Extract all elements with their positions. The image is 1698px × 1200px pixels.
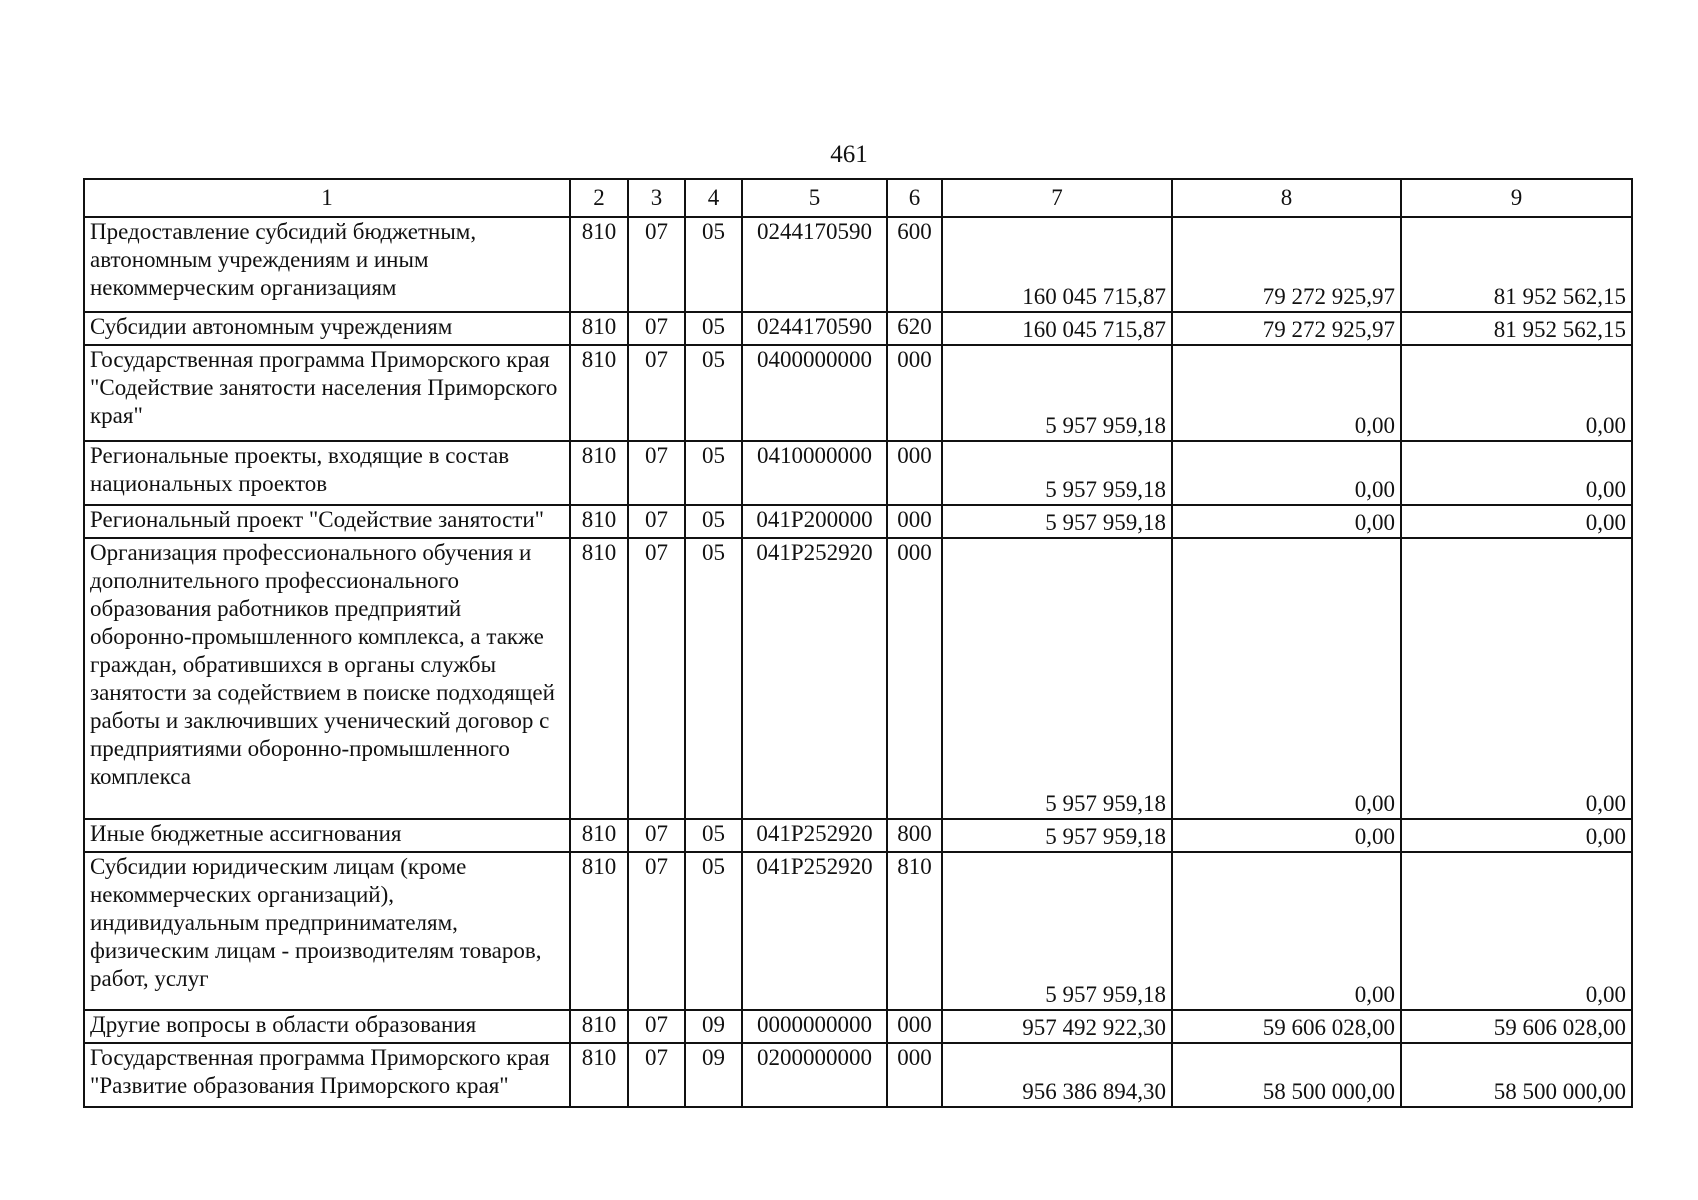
code-cell: 810 <box>570 505 628 538</box>
target-article-cell: 041P252920 <box>742 819 887 852</box>
section-cell: 07 <box>628 1010 685 1043</box>
column-header: 8 <box>1172 179 1401 217</box>
expense-type-cell: 000 <box>887 441 942 505</box>
target-article-cell: 0244170590 <box>742 217 887 312</box>
amount-cell: 0,00 <box>1401 819 1632 852</box>
code-cell: 810 <box>570 538 628 819</box>
table-row <box>84 1043 1632 1107</box>
amount-cell: 5 957 959,18 <box>942 505 1172 538</box>
row-name-cell: Другие вопросы в области образования <box>84 1010 570 1043</box>
amount-cell: 58 500 000,00 <box>1172 1043 1401 1107</box>
subsection-cell: 09 <box>685 1043 742 1107</box>
row-name-cell: Субсидии автономным учреждениям <box>84 312 570 345</box>
amount-cell: 5 957 959,18 <box>942 345 1172 440</box>
code-cell: 810 <box>570 441 628 505</box>
column-header: 1 <box>84 179 570 217</box>
table-row <box>84 819 1632 852</box>
table-row <box>84 441 1632 505</box>
amount-cell: 5 957 959,18 <box>942 538 1172 819</box>
section-cell: 07 <box>628 345 685 440</box>
target-article-cell: 0200000000 <box>742 1043 887 1107</box>
table-row <box>84 505 1632 538</box>
amount-cell: 0,00 <box>1401 345 1632 440</box>
amount-cell: 59 606 028,00 <box>1172 1010 1401 1043</box>
expense-type-cell: 000 <box>887 538 942 819</box>
expense-type-cell: 000 <box>887 345 942 440</box>
row-name-cell: Иные бюджетные ассигнования <box>84 819 570 852</box>
amount-cell: 0,00 <box>1172 852 1401 1009</box>
section-cell: 07 <box>628 217 685 312</box>
column-header: 3 <box>628 179 685 217</box>
table-row <box>84 852 1632 1009</box>
section-cell: 07 <box>628 1043 685 1107</box>
table-row <box>84 1010 1632 1043</box>
subsection-cell: 05 <box>685 441 742 505</box>
target-article-cell: 041P200000 <box>742 505 887 538</box>
amount-cell: 58 500 000,00 <box>1401 1043 1632 1107</box>
code-cell: 810 <box>570 819 628 852</box>
subsection-cell: 05 <box>685 312 742 345</box>
amount-cell: 59 606 028,00 <box>1401 1010 1632 1043</box>
amount-cell: 956 386 894,30 <box>942 1043 1172 1107</box>
row-name-cell: Региональные проекты, входящие в состав национальных проектов <box>84 441 570 505</box>
row-name-cell: Государственная программа Приморского края "Содействие занятости населения Приморского края" <box>84 345 570 440</box>
target-article-cell: 0000000000 <box>742 1010 887 1043</box>
amount-cell: 160 045 715,87 <box>942 217 1172 312</box>
row-name-cell: Субсидии юридическим лицам (кроме некоммерческих организаций), индивидуальным предпринимателям, физическим лицам - производителям товаров, работ, услуг <box>84 852 570 1009</box>
section-cell: 07 <box>628 312 685 345</box>
code-cell: 810 <box>570 852 628 1009</box>
row-name-cell: Предоставление субсидий бюджетным, автономным учреждениям и иным некоммерческим организациям <box>84 217 570 312</box>
amount-cell: 0,00 <box>1172 345 1401 440</box>
column-header: 4 <box>685 179 742 217</box>
section-cell: 07 <box>628 505 685 538</box>
subsection-cell: 05 <box>685 852 742 1009</box>
amount-cell: 79 272 925,97 <box>1172 217 1401 312</box>
page-number: 461 <box>830 141 868 168</box>
code-cell: 810 <box>570 1043 628 1107</box>
expense-type-cell: 620 <box>887 312 942 345</box>
expense-type-cell: 600 <box>887 217 942 312</box>
column-header: 2 <box>570 179 628 217</box>
amount-cell: 957 492 922,30 <box>942 1010 1172 1043</box>
expense-type-cell: 800 <box>887 819 942 852</box>
subsection-cell: 09 <box>685 1010 742 1043</box>
target-article-cell: 0244170590 <box>742 312 887 345</box>
column-header: 6 <box>887 179 942 217</box>
subsection-cell: 05 <box>685 538 742 819</box>
table-row <box>84 217 1632 312</box>
column-header: 7 <box>942 179 1172 217</box>
amount-cell: 0,00 <box>1172 505 1401 538</box>
amount-cell: 160 045 715,87 <box>942 312 1172 345</box>
expense-type-cell: 000 <box>887 1010 942 1043</box>
target-article-cell: 0400000000 <box>742 345 887 440</box>
amount-cell: 0,00 <box>1401 538 1632 819</box>
expense-type-cell: 000 <box>887 1043 942 1107</box>
section-cell: 07 <box>628 852 685 1009</box>
amount-cell: 81 952 562,15 <box>1401 217 1632 312</box>
table-row <box>84 538 1632 819</box>
amount-cell: 5 957 959,18 <box>942 852 1172 1009</box>
table-header-row <box>84 179 1632 217</box>
column-header: 5 <box>742 179 887 217</box>
column-header: 9 <box>1401 179 1632 217</box>
amount-cell: 81 952 562,15 <box>1401 312 1632 345</box>
amount-cell: 79 272 925,97 <box>1172 312 1401 345</box>
table-row <box>84 345 1632 440</box>
row-name-cell: Организация профессионального обучения и дополнительного профессионального образования работников предприятий оборонно-промышленного комплекса, а также граждан, обратившихся в органы службы занятости за содействием в поиске подходящей работы и заключивших ученический договор с предприятиями оборонно-промышленного комплекса <box>84 538 570 819</box>
row-name-cell: Государственная программа Приморского края "Развитие образования Приморского края" <box>84 1043 570 1107</box>
subsection-cell: 05 <box>685 505 742 538</box>
section-cell: 07 <box>628 819 685 852</box>
subsection-cell: 05 <box>685 217 742 312</box>
amount-cell: 0,00 <box>1172 538 1401 819</box>
code-cell: 810 <box>570 345 628 440</box>
amount-cell: 5 957 959,18 <box>942 819 1172 852</box>
amount-cell: 0,00 <box>1172 819 1401 852</box>
target-article-cell: 041P252920 <box>742 538 887 819</box>
target-article-cell: 041P252920 <box>742 852 887 1009</box>
code-cell: 810 <box>570 312 628 345</box>
amount-cell: 0,00 <box>1401 441 1632 505</box>
table-row <box>84 312 1632 345</box>
section-cell: 07 <box>628 538 685 819</box>
section-cell: 07 <box>628 441 685 505</box>
amount-cell: 0,00 <box>1401 852 1632 1009</box>
row-name-cell: Региональный проект "Содействие занятости" <box>84 505 570 538</box>
budget-table <box>83 178 1633 1108</box>
expense-type-cell: 810 <box>887 852 942 1009</box>
target-article-cell: 0410000000 <box>742 441 887 505</box>
subsection-cell: 05 <box>685 819 742 852</box>
code-cell: 810 <box>570 217 628 312</box>
subsection-cell: 05 <box>685 345 742 440</box>
amount-cell: 5 957 959,18 <box>942 441 1172 505</box>
amount-cell: 0,00 <box>1401 505 1632 538</box>
expense-type-cell: 000 <box>887 505 942 538</box>
code-cell: 810 <box>570 1010 628 1043</box>
amount-cell: 0,00 <box>1172 441 1401 505</box>
